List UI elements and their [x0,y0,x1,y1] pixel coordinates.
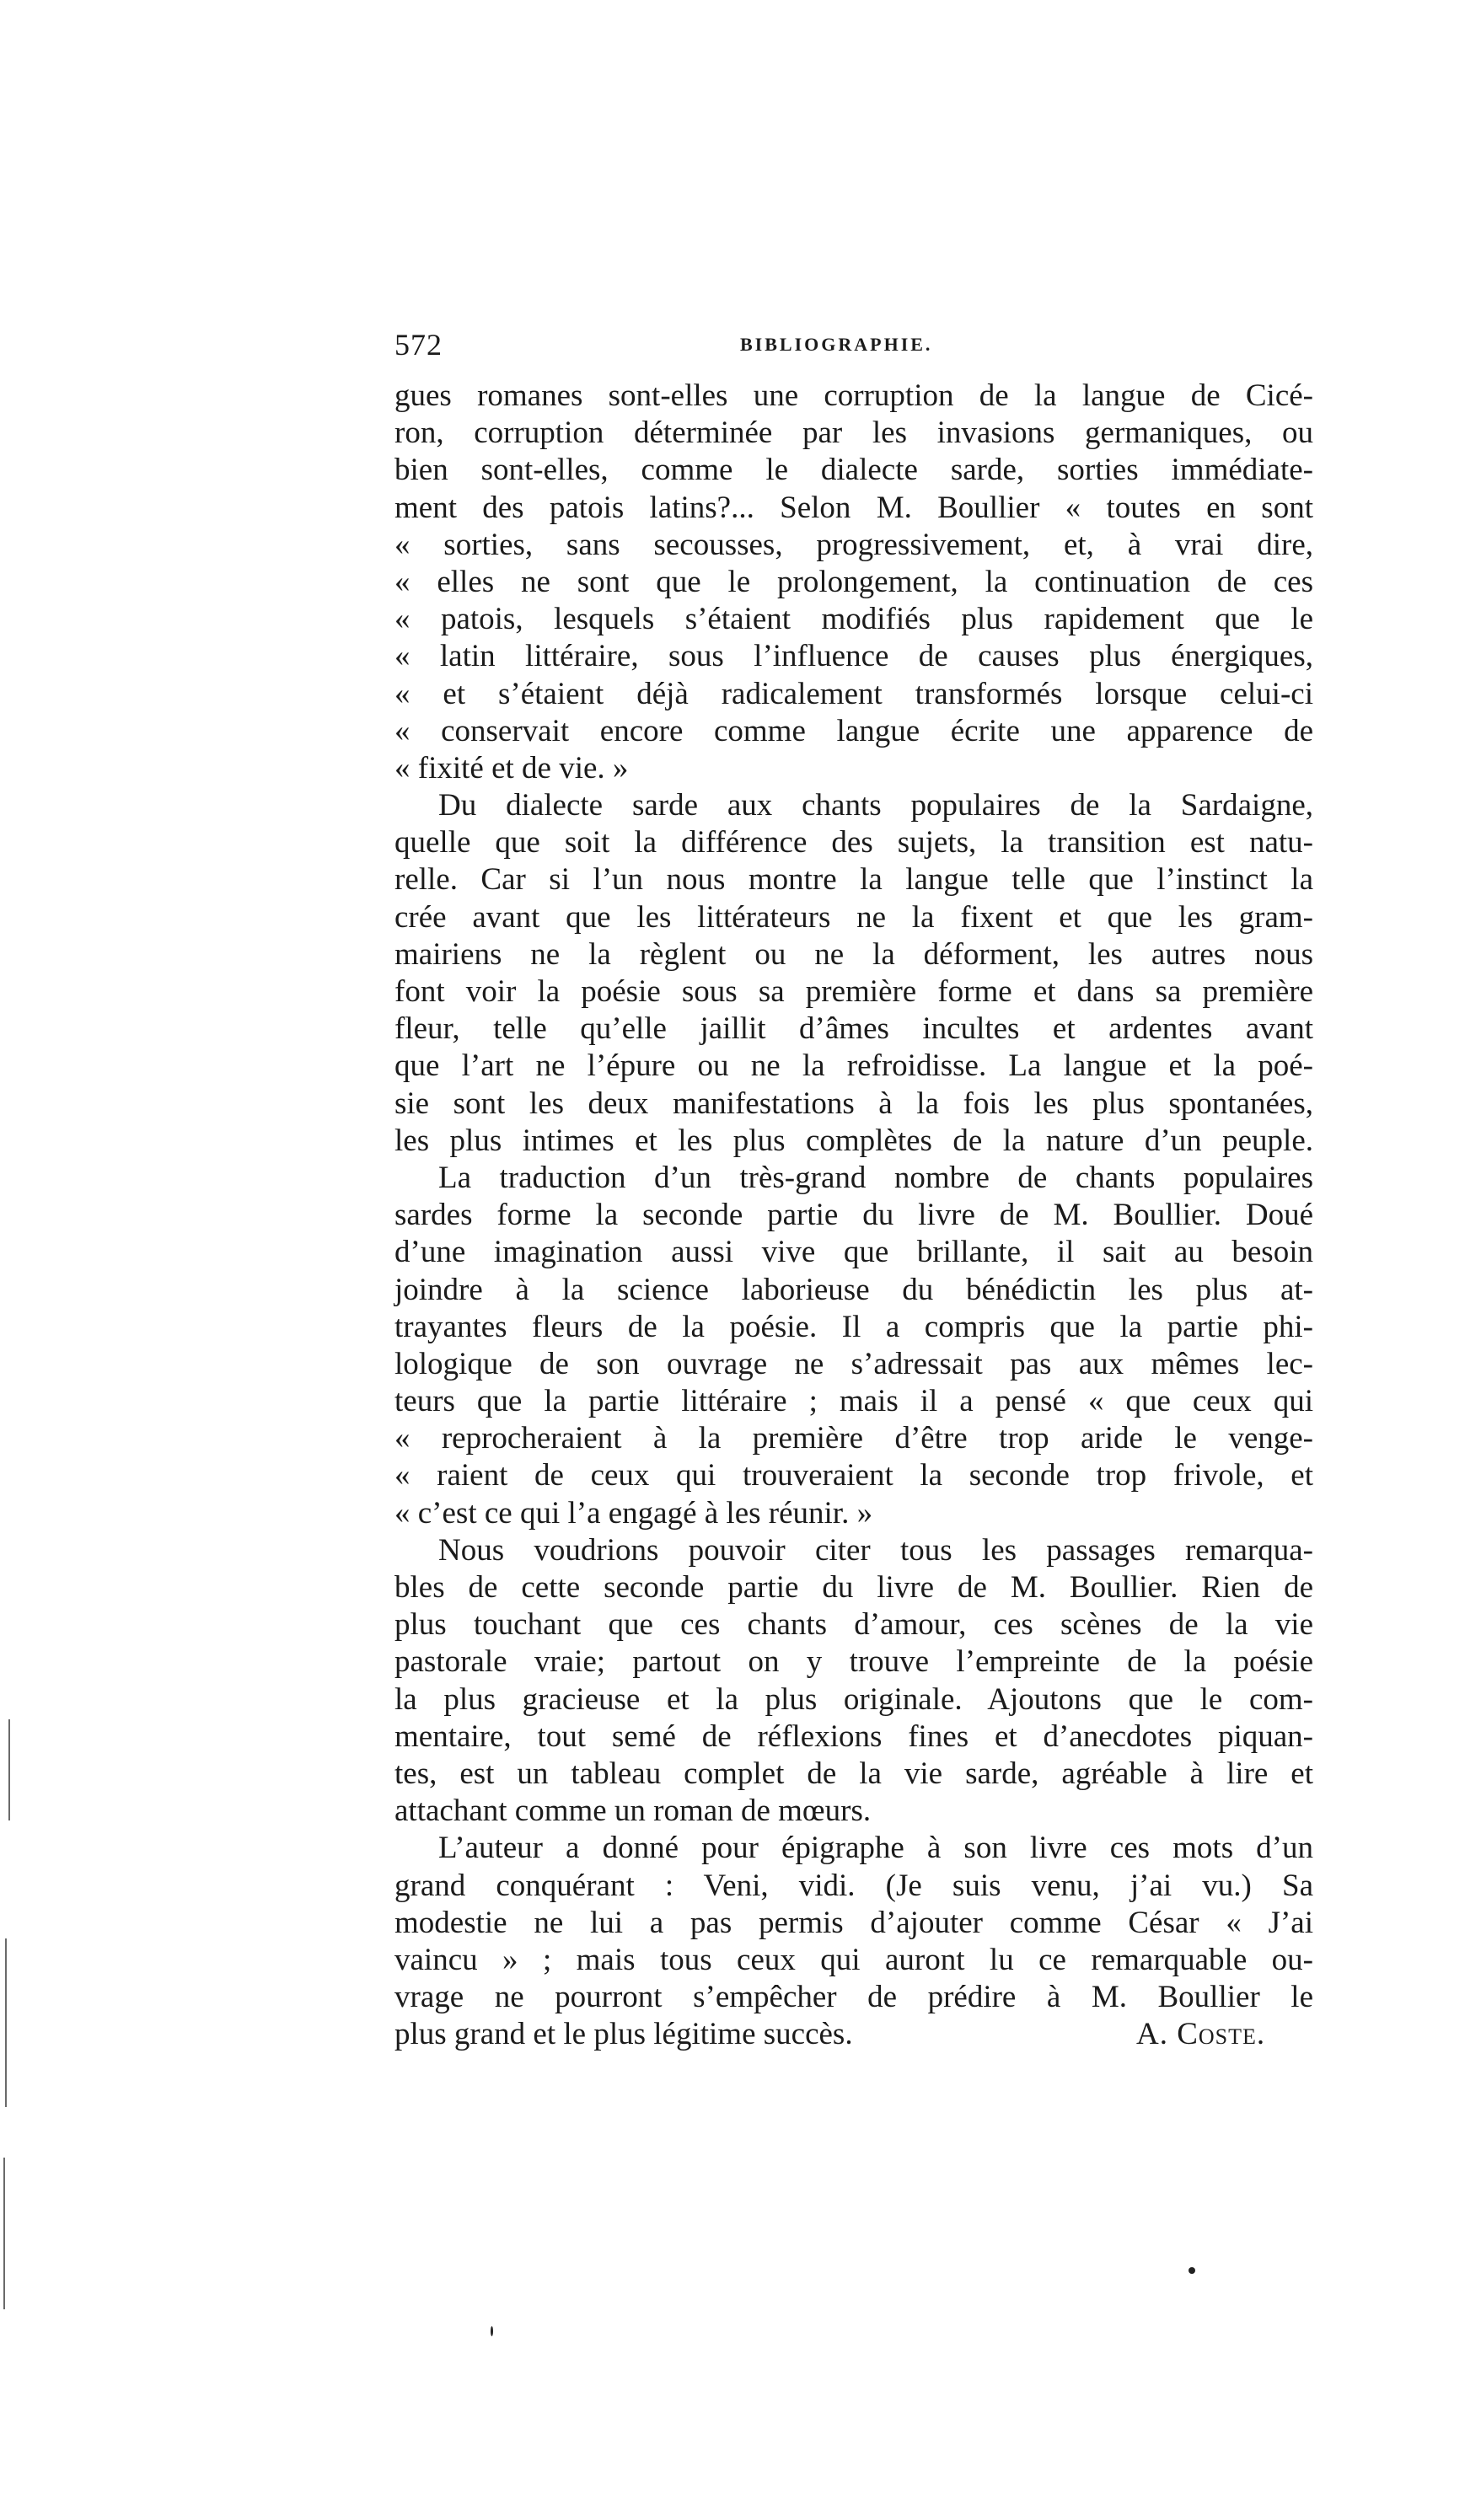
signature-line [394,2016,1313,2053]
text-line: Du dialecte sarde aux chants populaires de la Sardaigne, [438,788,1313,823]
text-line: « conservait encore comme langue écrite une apparence de [394,713,1313,748]
text-line: « c’est ce qui l’a engagé à les réunir. » [394,1495,873,1531]
text-line: d’une imagination aussi vive que brillante, il sait au besoin [394,1235,1313,1270]
text-line: attachant comme un roman de mœurs. [394,1793,872,1829]
text-line: la plus gracieuse et la plus originale. Ajoutons que le com- [394,1681,1313,1717]
text-line: « elles ne sont que le prolongement, la continuation de ces [394,564,1313,599]
text-line: joindre à la science laborieuse du bénédictin les plus at- [394,1272,1313,1307]
text-line: les plus intimes et les plus complètes de la nature d’un peuple. [394,1123,1313,1158]
text-line: grand conquérant : Veni, vidi. (Je suis venu, j’ai vu.) Sa [394,1868,1313,1903]
text-line: relle. Car si l’un nous montre la langue telle que l’instinct la [394,862,1313,898]
text-line: trayantes fleurs de la poésie. Il a compris que la partie phi- [394,1309,1313,1344]
text-line: « latin littéraire, sous l’influence de causes plus énergiques, [394,639,1313,674]
text-line: vrage ne pourront s’empêcher de prédire à M. Boullier le [394,1980,1313,2015]
text-line: sie sont les deux manifestations à la fois les plus spontanées, [394,1086,1313,1121]
text-line: L’auteur a donné pour épigraphe à son livre ces mots d’un [438,1831,1313,1866]
text-line: vaincu » ; mais tous ceux qui auront lu ce remarquable ou- [394,1942,1313,1977]
text-line: La traduction d’un très-grand nombre de chants populaires [438,1160,1313,1195]
text-line: font voir la poésie sous sa première forme et dans sa première [394,974,1313,1009]
text-line: plus touchant que ces chants d’amour, ces scènes de la vie [394,1607,1313,1643]
text-line: fleur, telle qu’elle jaillit d’âmes incultes et ardentes avant [394,1011,1313,1047]
page-number: 572 [394,328,443,362]
text-line: bles de cette seconde partie du livre de M. Boullier. Rien de [394,1570,1313,1605]
text-line: « reprocheraient à la première d’être trop aride le venge- [394,1421,1313,1456]
text-line: bien sont-elles, comme le dialecte sarde, sorties immédiate- [394,453,1313,488]
scan-margin-mark [8,1719,10,1820]
text-line: pastorale vraie; partout on y trouve l’empreinte de la poésie [394,1644,1313,1680]
text-line: modestie ne lui a pas permis d’ajouter comme César « J’ai [394,1905,1313,1940]
ink-speck [1189,2267,1195,2274]
running-head: BIBLIOGRAPHIE. [740,334,933,355]
text-line: Nous voudrions pouvoir citer tous les passages remarqua- [438,1532,1313,1568]
text-line: « et s’étaient déjà radicalement transformés lorsque celui-ci [394,676,1313,711]
text-line: mairiens ne la règlent ou ne la déforment, les autres nous [394,936,1313,972]
text-line: plus grand et le plus légitime succès. [394,2017,853,2052]
text-line: « sorties, sans secousses, progressivement, et, à vrai dire, [394,527,1313,562]
scan-margin-mark [5,1938,7,2107]
author-signature: A. Coste. [1136,2017,1266,2052]
text-line: « patois, lesquels s’étaient modifiés plus rapidement que le [394,602,1313,637]
text-line: ron, corruption déterminée par les invasions germaniques, ou [394,416,1313,451]
text-line: « fixité et de vie. » [394,750,629,785]
text-line: ment des patois latins?... Selon M. Boullier « toutes en sont [394,490,1313,525]
text-line: lologique de son ouvrage ne s’adressait pas aux mêmes lec- [394,1346,1313,1381]
text-line: gues romanes sont-elles une corruption de la langue de Cicé- [394,378,1313,413]
text-line: crée avant que les littérateurs ne la fixent et que les gram- [394,899,1313,935]
text-line: quelle que soit la différence des sujets, la transition est natu- [394,825,1313,861]
ink-speck [491,2326,493,2336]
text-line: mentaire, tout semé de réflexions fines et d’anecdotes piquan- [394,1718,1313,1754]
text-line: tes, est un tableau complet de la vie sarde, agréable à lire et [394,1756,1313,1791]
page-header [394,327,1313,369]
text-line: sardes forme la seconde partie du livre de M. Boullier. Doué [394,1198,1313,1233]
text-line: « raient de ceux qui trouveraient la seconde trop frivole, et [394,1458,1313,1493]
text-line: teurs que la partie littéraire ; mais il a pensé « que ceux qui [394,1384,1313,1419]
scan-margin-mark [3,2158,5,2309]
body-text [394,378,1313,2053]
text-line: que l’art ne l’épure ou ne la refroidisse. La langue et la poé- [394,1048,1313,1084]
